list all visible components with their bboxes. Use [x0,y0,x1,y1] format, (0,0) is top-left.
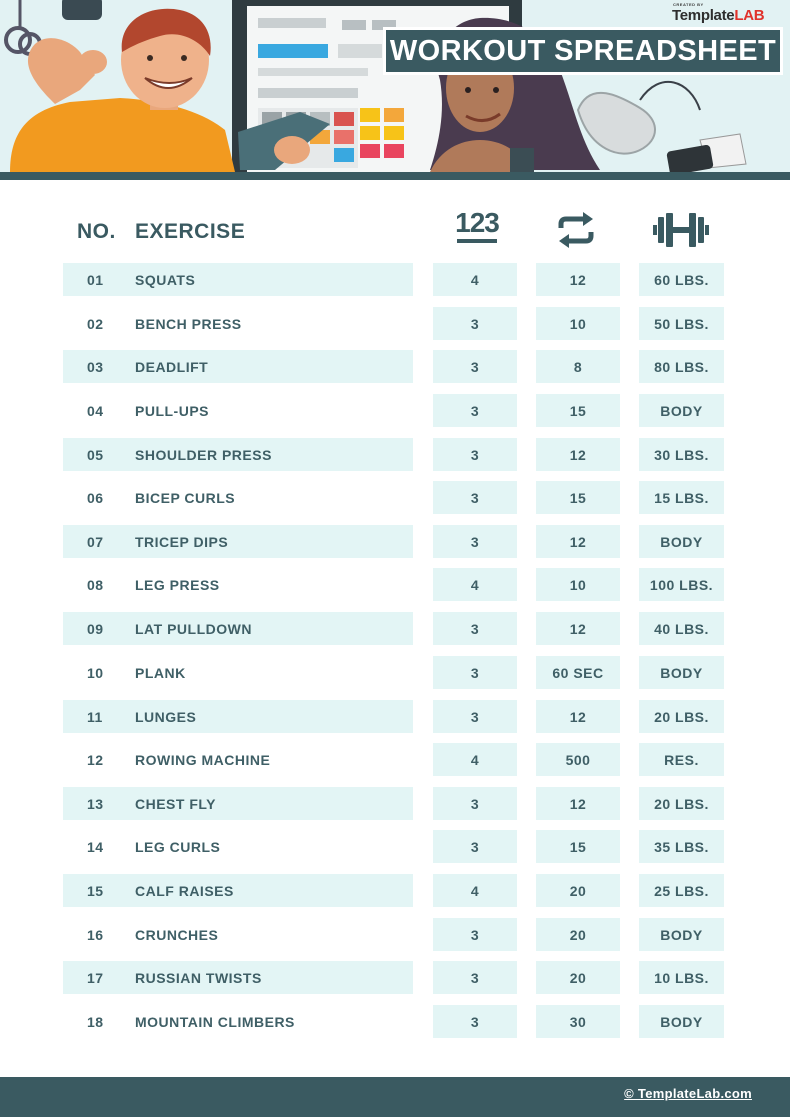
table-row [0,568,790,601]
weight-value: 20 LBS. [654,708,709,725]
weight-value: BODY [660,664,703,681]
table-row [0,263,790,296]
sets-value: 3 [470,926,480,943]
row-number: 13 [87,795,104,812]
reps-value: 20 [569,926,587,943]
brand-tagline: CREATED BY [673,2,704,7]
sets-value: 4 [470,576,480,593]
weight-value: BODY [660,533,703,550]
numbers-123-icon [447,208,507,248]
sets-value: 3 [470,838,480,855]
weight-value: BODY [660,1013,703,1030]
exercise-name: BENCH PRESS [135,315,242,332]
reps-value: 12 [569,446,587,463]
brand-name-template: Template [672,7,735,24]
table-row [0,874,790,907]
table-row [0,961,790,994]
title-box [383,27,783,75]
brand-name-lab: LAB [734,7,765,24]
reps-value: 10 [569,315,587,332]
exercise-name: SHOULDER PRESS [135,446,272,463]
reps-value: 20 [569,882,587,899]
banner-divider [0,172,790,180]
row-number: 05 [87,446,104,463]
exercise-name: CALF RAISES [135,882,234,899]
sets-value: 4 [470,271,480,288]
exercise-name: PLANK [135,664,186,681]
table-row [0,787,790,820]
page-title: WORKOUT SPREADSHEET [389,34,777,67]
table-row [0,1005,790,1038]
reps-value: 500 [565,751,591,768]
sets-value: 3 [470,358,480,375]
reps-value: 15 [569,402,587,419]
row-number: 01 [87,271,104,288]
brand-logo [664,2,782,26]
table-row [0,612,790,645]
copyright-link[interactable]: © TemplateLab.com [624,1086,752,1101]
weight-value: 15 LBS. [654,489,709,506]
exercise-name: BICEP CURLS [135,489,236,506]
row-number: 12 [87,751,104,768]
sets-value: 4 [470,751,480,768]
sets-icon-underline [457,239,497,243]
weight-value: BODY [660,402,703,419]
row-number: 17 [87,969,104,986]
exercise-name: SQUATS [135,271,196,288]
weight-value: BODY [660,926,703,943]
weight-value: 60 LBS. [654,271,709,288]
table-row [0,307,790,340]
table-row [0,525,790,558]
reps-value: 60 SEC [552,664,604,681]
exercise-name: LEG PRESS [135,576,220,593]
weight-value: 25 LBS. [654,882,709,899]
row-number: 18 [87,1013,104,1030]
reps-value: 12 [569,620,587,637]
sets-value: 3 [470,1013,480,1030]
sets-value: 3 [470,489,480,506]
column-header-exercise: EXERCISE [135,220,246,243]
row-number: 06 [87,489,104,506]
sets-value: 3 [470,446,480,463]
exercise-name: RUSSIAN TWISTS [135,969,262,986]
reps-value: 15 [569,489,587,506]
table-row [0,700,790,733]
row-number: 02 [87,315,104,332]
exercise-name: LUNGES [135,708,197,725]
table-row [0,743,790,776]
exercise-name: PULL-UPS [135,402,209,419]
table-row [0,350,790,383]
weight-value: 10 LBS. [654,969,709,986]
row-number: 16 [87,926,104,943]
weight-value: RES. [664,751,699,768]
sets-value: 3 [470,533,480,550]
sets-value: 4 [470,882,480,899]
table-row [0,830,790,863]
table-row [0,438,790,471]
sets-value: 3 [470,402,480,419]
table-row [0,918,790,951]
weight-value: 40 LBS. [654,620,709,637]
exercise-name: CRUNCHES [135,926,219,943]
sets-value: 3 [470,315,480,332]
weight-value: 30 LBS. [654,446,709,463]
reps-value: 12 [569,533,587,550]
exercise-name: MOUNTAIN CLIMBERS [135,1013,295,1030]
reps-value: 8 [573,358,583,375]
row-number: 08 [87,576,104,593]
table-row [0,656,790,689]
reps-value: 30 [569,1013,587,1030]
exercise-name: LAT PULLDOWN [135,620,252,637]
dumbbell-icon [653,213,709,247]
reps-value: 12 [569,708,587,725]
table-row [0,481,790,514]
weight-value: 100 LBS. [649,576,714,593]
row-number: 09 [87,620,104,637]
row-number: 03 [87,358,104,375]
exercise-name: LEG CURLS [135,838,221,855]
repeat-icon [557,212,595,248]
row-number: 04 [87,402,104,419]
footer-bar [0,1077,790,1117]
weight-value: 35 LBS. [654,838,709,855]
reps-value: 15 [569,838,587,855]
reps-value: 12 [569,795,587,812]
sets-icon-text: 123 [455,207,499,238]
brand-name [672,7,764,24]
sets-value: 3 [470,795,480,812]
row-number: 07 [87,533,104,550]
weight-value: 20 LBS. [654,795,709,812]
row-number: 14 [87,838,104,855]
exercise-name: ROWING MACHINE [135,751,271,768]
column-header-no: NO. [77,220,116,243]
reps-value: 20 [569,969,587,986]
header-banner [0,0,790,172]
exercise-name: CHEST FLY [135,795,216,812]
exercise-name: DEADLIFT [135,358,209,375]
table-row [0,394,790,427]
sets-value: 3 [470,620,480,637]
phone-illustration [666,144,713,172]
sets-value: 3 [470,664,480,681]
row-number: 15 [87,882,104,899]
row-number: 10 [87,664,104,681]
sneaker-illustration [578,82,746,168]
weight-value: 80 LBS. [654,358,709,375]
weight-value: 50 LBS. [654,315,709,332]
reps-value: 12 [569,271,587,288]
sets-value: 3 [470,708,480,725]
row-number: 11 [87,708,103,725]
sets-value: 3 [470,969,480,986]
reps-value: 10 [569,576,587,593]
exercise-name: TRICEP DIPS [135,533,229,550]
